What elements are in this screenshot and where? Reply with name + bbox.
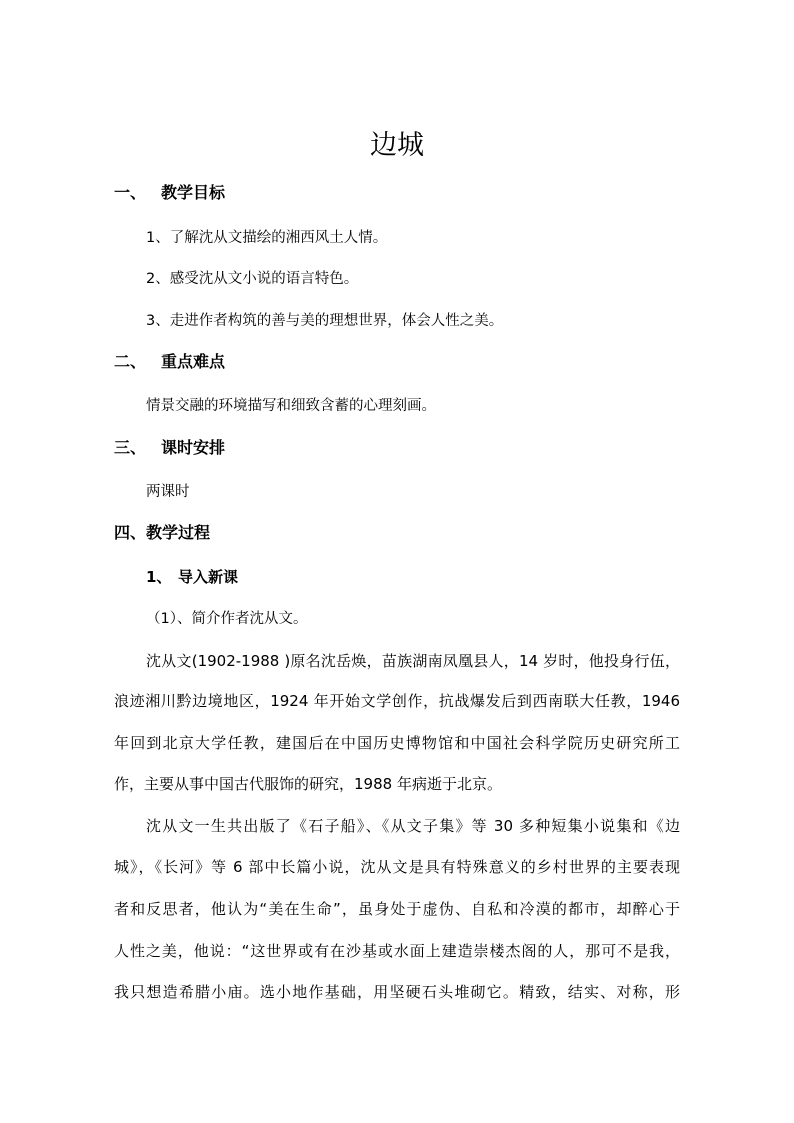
goal-item-3: 3、走进作者构筑的善与美的理想世界，体会人性之美。 [146, 313, 504, 329]
step-title: 导入新课 [178, 568, 239, 586]
difficulty-text: 情景交融的环境描写和细致含蓄的心理刻画。 [146, 398, 436, 414]
goal-item-2: 2、感受沈从文小说的语言特色。 [146, 271, 359, 287]
section-title: 重点难点 [161, 352, 226, 371]
section-title: 教学目标 [161, 183, 226, 202]
paragraph-line: 人性之美，他说：“这世界或有在沙基或水面上建造崇楼杰阁的人，那可不是我， [114, 942, 680, 960]
step-number: 1、 [146, 568, 172, 586]
paragraph-line: 城》，《长河》等 6 部中长篇小说，沈从文是具有特殊意义的乡村世界的主要表现 [114, 858, 680, 876]
section-title: 课时安排 [161, 438, 226, 457]
page-title: 边城 [370, 130, 424, 161]
section-number: 一、 [114, 183, 147, 202]
section-heading-goals [114, 181, 225, 205]
section-number: 三、 [114, 438, 147, 457]
intro-label: （1）、简介作者沈从文。 [146, 611, 308, 627]
paragraph-line: 我只想造希腊小庙。选小地作基础，用坚硬石头堆砌它。精致，结实、对称，形 [114, 983, 680, 1001]
schedule-text: 两课时 [146, 484, 190, 500]
paragraph-line: 沈从文一生共出版了《石子船》、《从文子集》等 30 多种短集小说集和《边 [146, 817, 680, 835]
section-number: 二、 [114, 352, 147, 371]
step-heading-intro [146, 565, 238, 589]
goal-item-1: 1、了解沈从文描绘的湘西风土人情。 [146, 230, 388, 246]
paragraph-line: 沈从文(1902-1988 )原名沈岳焕，苗族湖南凤凰县人，14 岁时，他投身行伍， [146, 652, 680, 670]
paragraph-line: 作，主要从事中国古代服饰的研究，1988 年病逝于北京。 [114, 775, 502, 793]
section-heading-difficulty [114, 350, 225, 374]
paragraph-line: 浪迹湘川黔边境地区，1924 年开始文学创作，抗战爆发后到西南联大任教，1946 [114, 692, 680, 710]
paragraph-line: 年回到北京大学任教，建国后在中国历史博物馆和中国社会科学院历史研究所工 [114, 734, 680, 752]
section-heading-process: 四、教学过程 [114, 523, 211, 542]
section-heading-schedule [114, 436, 225, 460]
paragraph-line: 者和反思者，他认为“美在生命”，虽身处于虚伪、自私和冷漠的都市，却醉心于 [114, 900, 680, 918]
